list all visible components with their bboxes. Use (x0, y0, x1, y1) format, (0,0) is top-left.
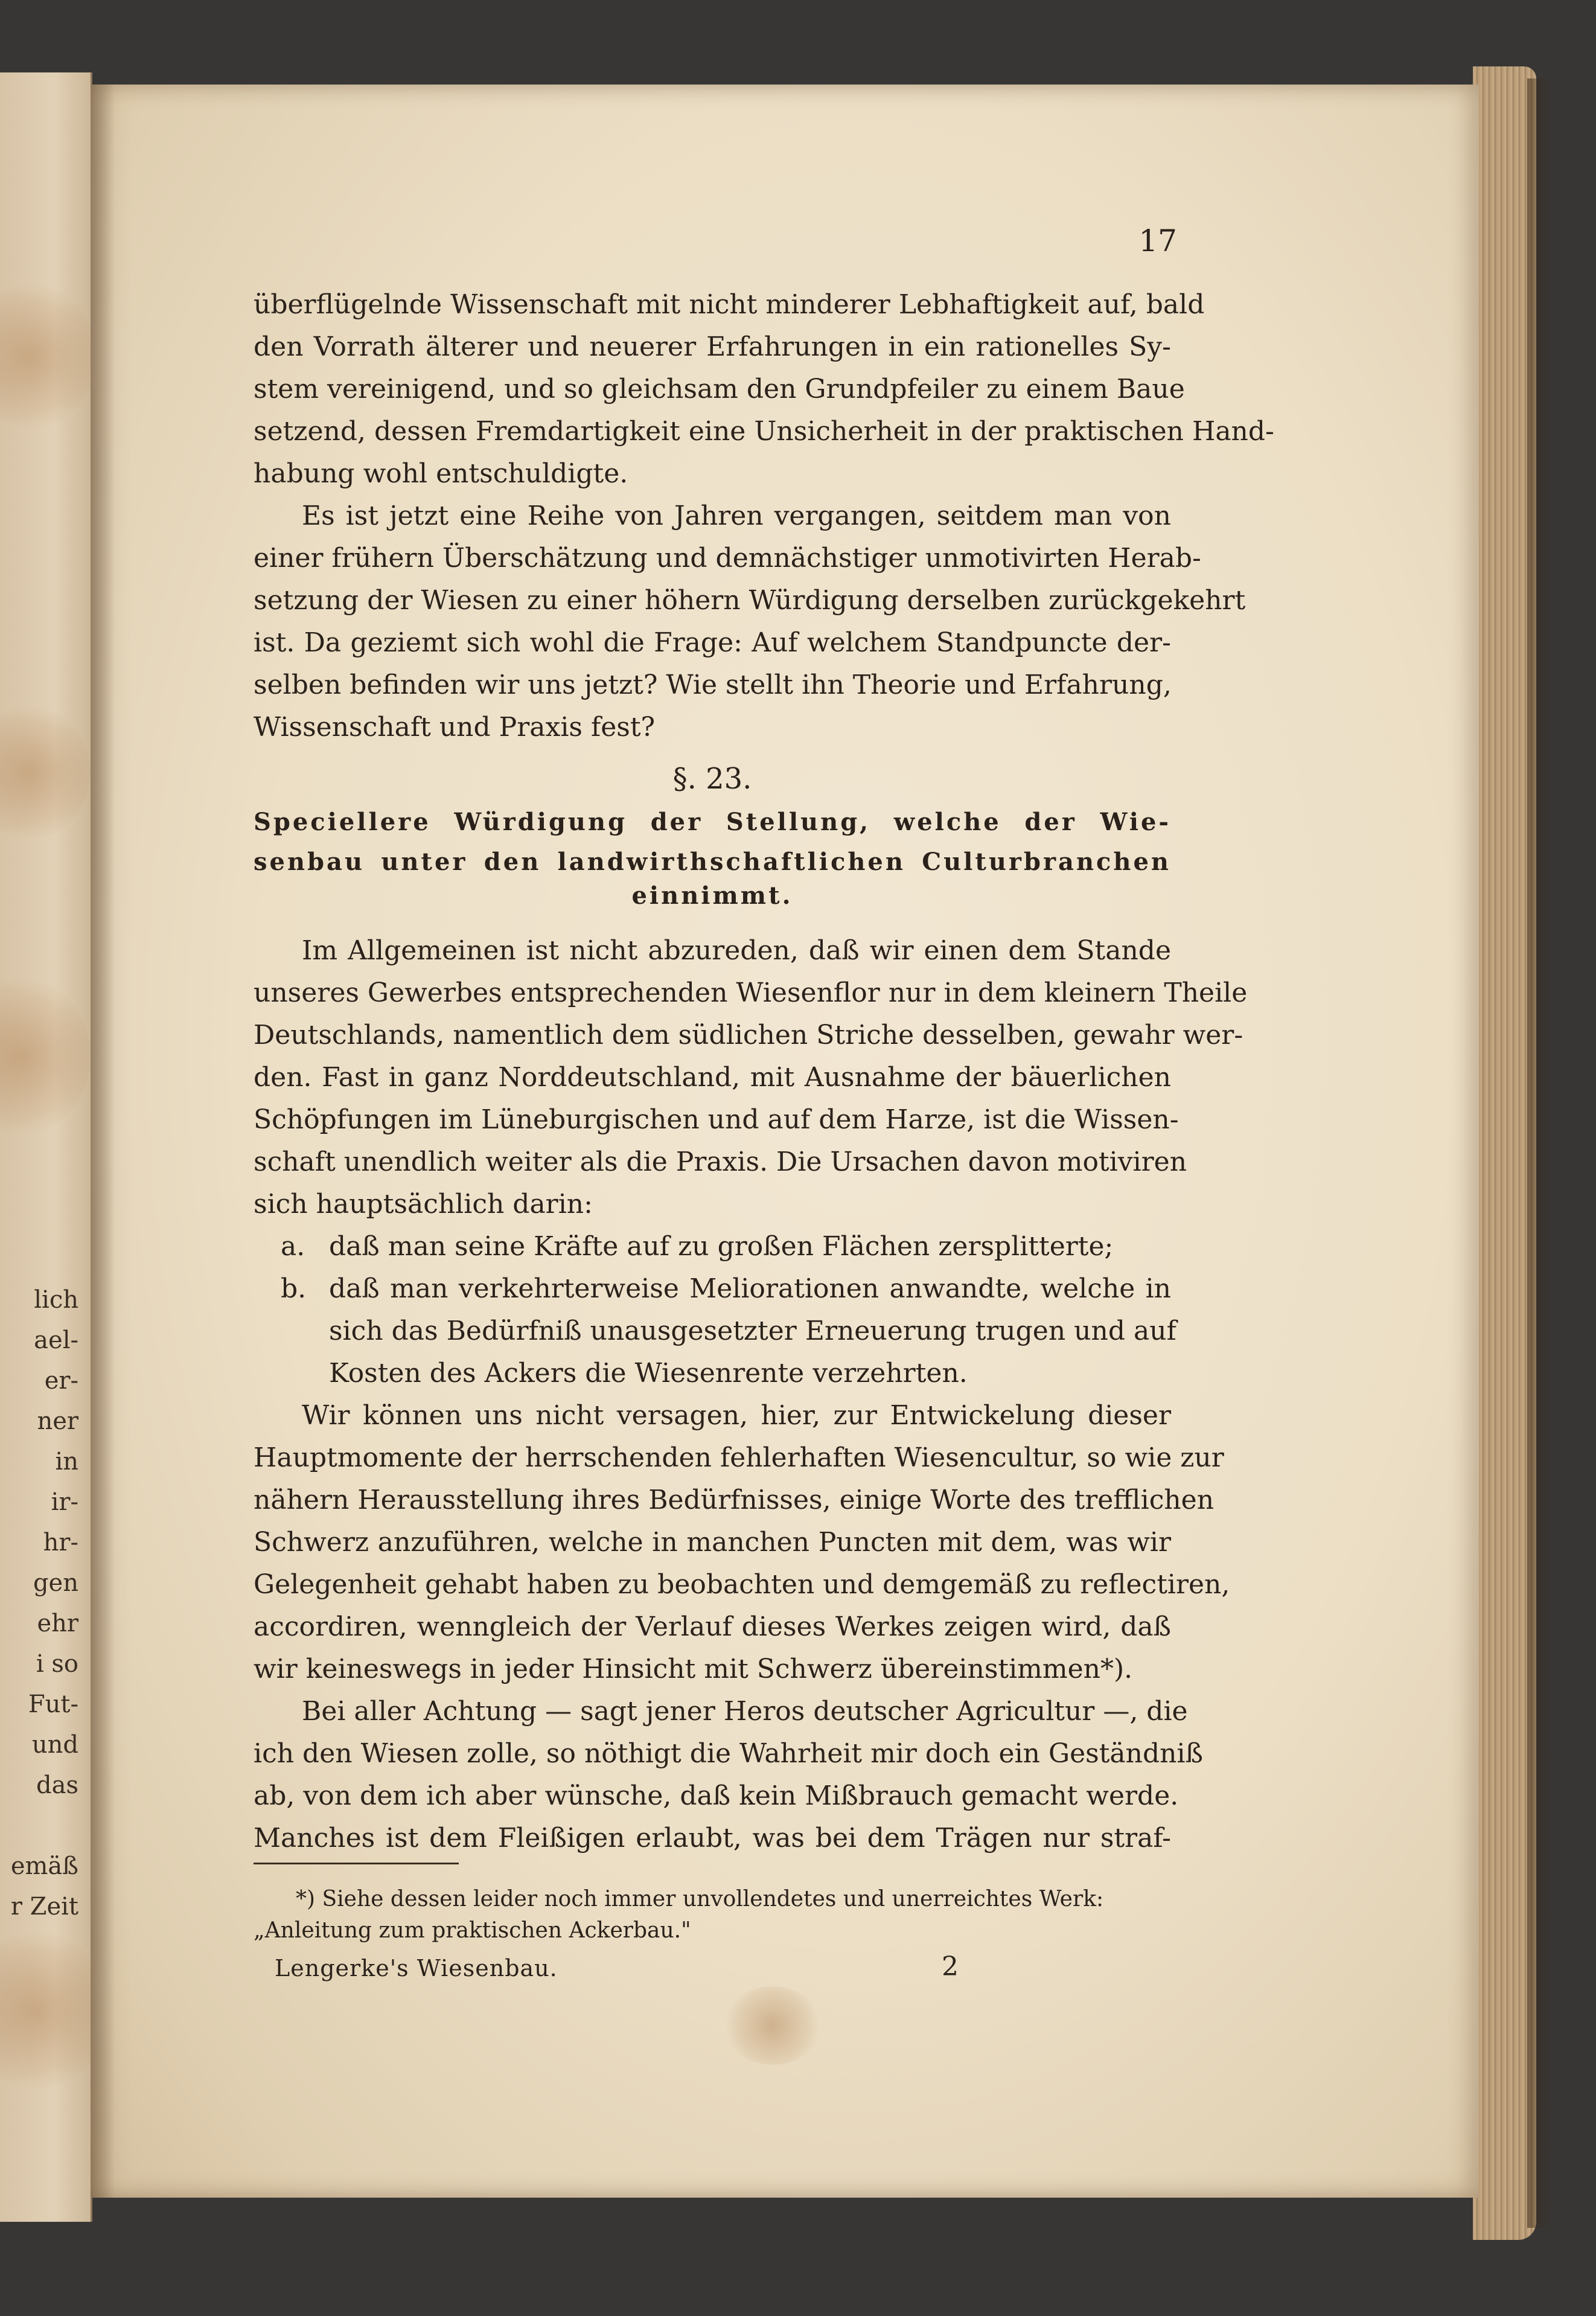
text-line: ab, von dem ich aber wünsche, daß kein Mißbrauch gemacht werde. (254, 1780, 1179, 1811)
text-line: Deutschlands, namentlich dem südlichen Striche desselben, gewahr wer- (254, 1020, 1243, 1051)
text-line: Manches ist dem Fleißigen erlaubt, was bei dem Trägen nur straf- (254, 1823, 1171, 1854)
page-edges-shadow (1527, 78, 1551, 2228)
previous-page-fragment: in (55, 1448, 78, 1476)
previous-page-fragment: r Zeit (10, 1893, 78, 1921)
foxing-stain (724, 1986, 821, 2065)
previous-page-fragment: Fut- (28, 1691, 78, 1718)
foxing-stain (0, 284, 92, 429)
footnote-rule (254, 1863, 459, 1864)
text-line: nähern Herausstellung ihres Bedürfnisses, einige Worte des trefflichen (254, 1485, 1215, 1515)
text-line: Schwerz anzuführen, welche in manchen Puncten mit dem, was wir (254, 1527, 1171, 1558)
previous-page-fragment: ner (37, 1407, 78, 1435)
section-heading-line: einnimmt. (631, 881, 793, 910)
text-line: selben befinden wir uns jetzt? Wie stellt ihn Theorie und Erfahrung, (254, 670, 1172, 700)
foxing-stain (0, 978, 91, 1135)
text-line: überflügelnde Wissenschaft mit nicht minderer Lebhaftigkeit auf, bald (254, 289, 1205, 320)
text-line: Schöpfungen im Lüneburgischen und auf dem Harze, ist die Wissen- (254, 1104, 1179, 1135)
section-heading-line: senbau unter den landwirthschaftlichen Culturbranchen (254, 848, 1171, 876)
gutter-shadow (91, 85, 115, 2198)
list-marker: a. (281, 1231, 305, 1262)
text-line: setzend, dessen Fremdartigkeit eine Unsicherheit in der praktischen Hand- (254, 416, 1274, 447)
text-line: sich hauptsächlich darin: (254, 1189, 593, 1220)
text-line: setzung der Wiesen zu einer höhern Würdigung derselben zurückgekehrt (254, 585, 1246, 616)
text-line: unseres Gewerbes entsprechenden Wiesenflor nur in dem kleinern Theile (254, 977, 1248, 1008)
text-line: stem vereinigend, und so gleichsam den Grundpfeiler zu einem Baue (254, 374, 1185, 405)
text-line: Bei aller Achtung — sagt jener Heros deutscher Agricultur —, die (302, 1696, 1188, 1727)
text-line: Wir können uns nicht versagen, hier, zur Entwickelung dieser (302, 1400, 1171, 1431)
footnote-line: „Anleitung zum praktischen Ackerbau." (254, 1918, 691, 1943)
text-line: Es ist jetzt eine Reihe von Jahren vergangen, seitdem man von (302, 501, 1171, 531)
section-number: §. 23. (672, 762, 752, 796)
text-line: Im Allgemeinen ist nicht abzureden, daß wir einen dem Stande (302, 935, 1171, 966)
previous-page-edge (0, 72, 92, 2222)
text-line: habung wohl entschuldigte. (254, 458, 628, 489)
printer-signature: Lengerke's Wiesenbau. (275, 1955, 558, 1982)
text-line: Wissenschaft und Praxis fest? (254, 712, 656, 743)
text-line: ist. Da geziemt sich wohl die Frage: Auf welchem Standpuncte der- (254, 627, 1171, 658)
previous-page-fragment: hr- (43, 1529, 78, 1556)
list-marker: b. (281, 1273, 307, 1304)
signature-mark: 2 (942, 1951, 959, 1982)
text-line: accordiren, wenngleich der Verlauf dieses Werkes zeigen wird, daß (254, 1611, 1171, 1642)
page-number: 17 (1138, 223, 1177, 258)
list-item-text: daß man seine Kräfte auf zu großen Flächen zersplitterte; (329, 1231, 1114, 1262)
previous-page-fragment: und (31, 1731, 78, 1759)
previous-page-text-fragments (0, 1280, 78, 1927)
previous-page-fragment: gen (33, 1569, 78, 1597)
list-item-text: Kosten des Ackers die Wiesenrente verzehrten. (329, 1358, 968, 1389)
text-line: den. Fast in ganz Norddeutschland, mit Ausnahme der bäuerlichen (254, 1062, 1171, 1093)
previous-page-fragment: lich (34, 1286, 78, 1314)
text-line: Gelegenheit gehabt haben zu beobachten und demgemäß zu reflectiren, (254, 1569, 1230, 1600)
text-line: einer frühern Überschätzung und demnächstiger unmotivirten Herab- (254, 543, 1201, 574)
previous-page-fragment: das (36, 1771, 78, 1799)
footnote-line: *) Siehe dessen leider noch immer unvollendetes und unerreichtes Werk: (296, 1887, 1104, 1911)
previous-page-fragment: emäß (10, 1852, 78, 1880)
text-line: Hauptmomente der herrschenden fehlerhaften Wiesencultur, so wie zur (254, 1442, 1224, 1473)
section-heading-line: Speciellere Würdigung der Stellung, welche der Wie- (254, 808, 1171, 836)
list-item-text: sich das Bedürfniß unausgesetzter Erneuerung trugen und auf (329, 1316, 1176, 1346)
previous-page-fragment: i so (36, 1650, 78, 1678)
text-line: schaft unendlich weiter als die Praxis. Die Ursachen davon motiviren (254, 1147, 1187, 1177)
text-line: wir keineswegs in jeder Hinsicht mit Schwerz übereinstimmen*). (254, 1654, 1133, 1684)
list-item-text: daß man verkehrterweise Meliorationen anwandte, welche in (329, 1273, 1171, 1304)
previous-page-fragment: ehr (37, 1610, 78, 1637)
previous-page-fragment (0, 1806, 78, 1846)
foxing-stain (0, 1932, 92, 2089)
previous-page-fragment: ir- (51, 1488, 78, 1516)
previous-page-fragment: er- (44, 1367, 78, 1395)
text-line: ich den Wiesen zolle, so nöthigt die Wahrheit mir doch ein Geständniß (254, 1738, 1203, 1769)
previous-page-fragment: ael- (34, 1326, 78, 1354)
foxing-stain (0, 706, 91, 839)
text-line: den Vorrath älterer und neuerer Erfahrungen in ein rationelles Sy- (254, 331, 1171, 362)
